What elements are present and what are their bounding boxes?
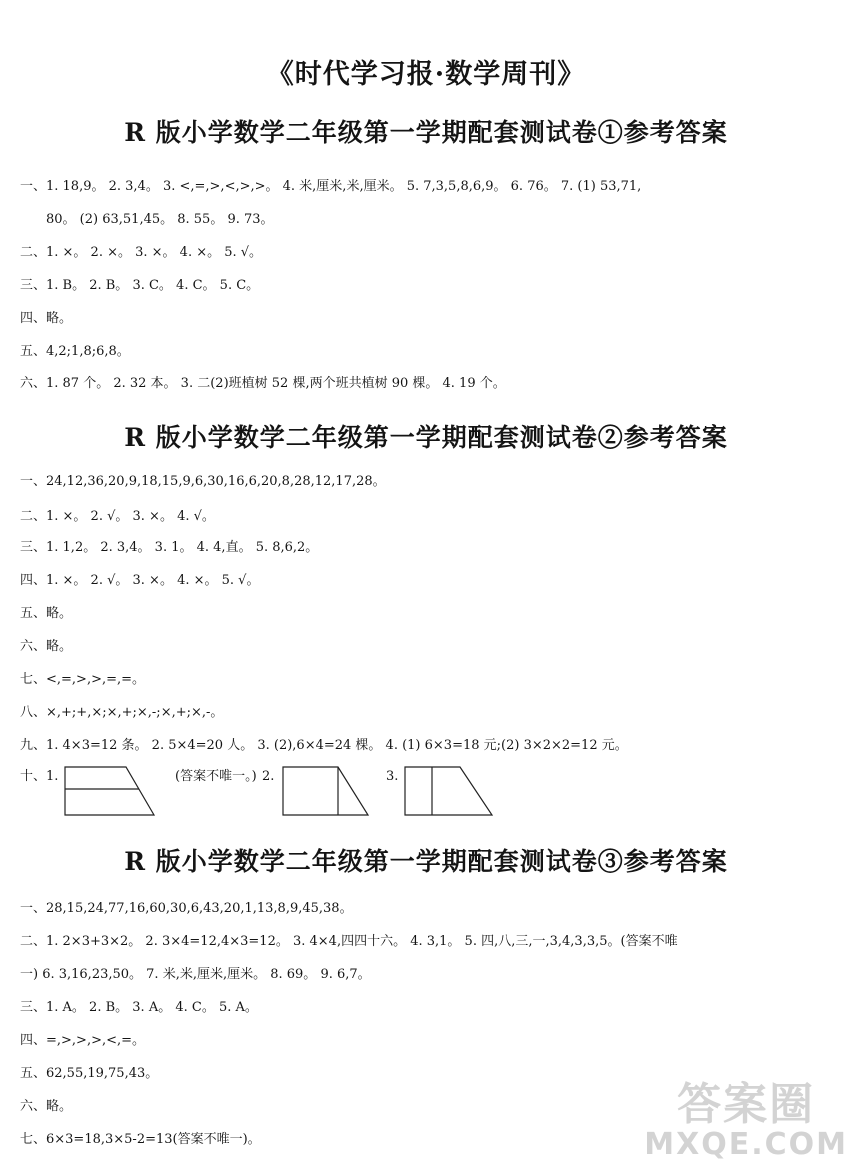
s2-line-7: 七、<,=,>,>,=,=。 [20,672,146,687]
watermark-cn: 答案圈 [677,1079,816,1130]
q10-figure-2 [282,766,370,816]
q10-note: (答案不唯一。) [175,769,257,784]
page-title: 《时代学习报·数学周刊》 [266,59,586,90]
section-1-title: R 版小学数学二年级第一学期配套测试卷①参考答案 [124,118,728,147]
s1-line-4: 三、1. B。 2. B。 3. C。 4. C。 5. C。 [20,278,260,293]
s2-line-2: 二、1. ×。 2. √。 3. ×。 4. √。 [20,509,215,524]
s2-line-4: 四、1. ×。 2. √。 3. ×。 4. ×。 5. √。 [20,573,260,588]
s2-line-8: 八、×,+;+,×;×,+;×,-;×,+;×,-。 [20,705,224,720]
q10-figure-3 [404,766,494,816]
s2-line-3: 三、1. 1,2。 2. 3,4。 3. 1。 4. 4,直。 5. 8,6,2。 [20,540,319,555]
section-2-title: R 版小学数学二年级第一学期配套测试卷②参考答案 [124,423,728,452]
s1-line-6: 五、4,2;1,8;6,8。 [20,344,130,359]
q10-label-2: 2. [262,769,275,784]
s2-line-9: 九、1. 4×3=12 条。 2. 5×4=20 人。 3. (2),6×4=24 棵。 4. (1) 6×3=18 元;(2) 3×2×2=12 元。 [20,738,628,753]
q10-figure-1 [64,766,156,816]
s3-line-2: 二、1. 2×3+3×2。 2. 3×4=12,4×3=12。 3. 4×4,四四十六。 4. 3,1。 5. 四,八,三,一,3,4,3,3,5。(答案不唯 [20,934,678,949]
s1-line-2: 80。 (2) 63,51,45。 8. 55。 9. 73。 [46,212,274,227]
s3-line-6: 五、62,55,19,75,43。 [20,1066,159,1081]
s1-line-3: 二、1. ×。 2. ×。 3. ×。 4. ×。 5. √。 [20,245,263,260]
s1-line-1: 一、1. 18,9。 2. 3,4。 3. <,=,>,<,>,>。 4. 米,厘米,米,厘米。 5. 7,3,5,8,6,9。 6. 76。 7. (1) 53,71, [20,179,642,194]
s3-line-3: 一) 6. 3,16,23,50。 7. 米,米,厘米,厘米。 8. 69。 9. 6,7。 [20,967,371,982]
s3-line-1: 一、28,15,24,77,16,60,30,6,43,20,1,13,8,9,45,38。 [20,901,353,916]
q10-label: 十、1. [20,769,59,784]
s3-line-7: 六、略。 [20,1099,73,1114]
s2-line-6: 六、略。 [20,639,73,654]
s2-line-1: 一、24,12,36,20,9,18,15,9,6,30,16,6,20,8,28,12,17,28。 [20,474,386,489]
watermark [644,1081,848,1161]
s2-line-5: 五、略。 [20,606,73,621]
q10-label-3: 3. [386,769,399,784]
s3-line-5: 四、=,>,>,>,<,=。 [20,1033,146,1048]
section-3-title: R 版小学数学二年级第一学期配套测试卷③参考答案 [124,847,728,876]
watermark-en: MXQE.COM [644,1127,848,1162]
s3-line-8: 七、6×3=18,3×5-2=13(答案不唯一)。 [20,1132,261,1147]
s1-line-5: 四、略。 [20,311,73,326]
s3-line-4: 三、1. A。 2. B。 3. A。 4. C。 5. A。 [20,1000,258,1015]
s1-line-7: 六、1. 87 个。 2. 32 本。 3. 二(2)班植树 52 棵,两个班共植树 90 棵。 4. 19 个。 [20,376,506,391]
